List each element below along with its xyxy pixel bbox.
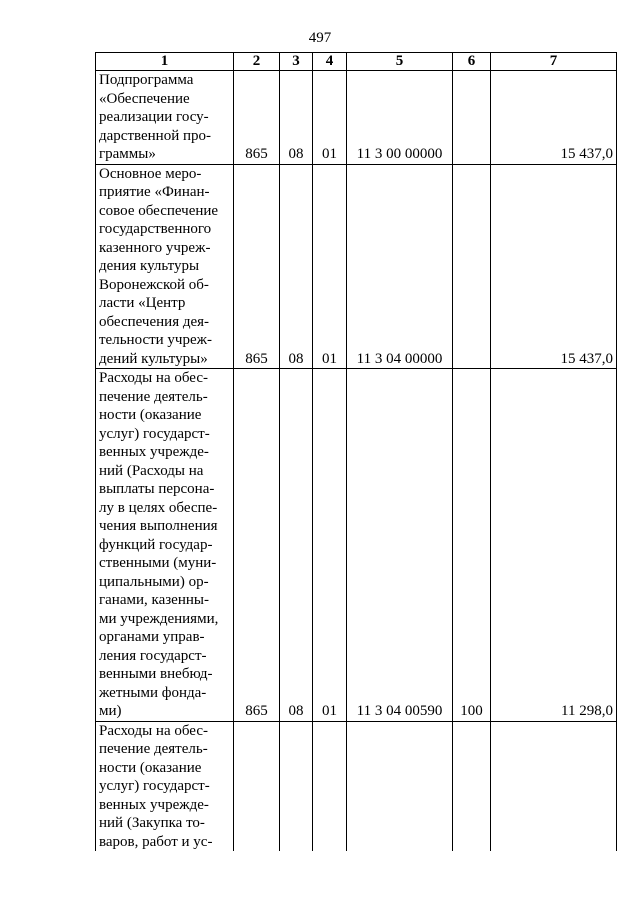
row-pr (313, 721, 347, 851)
row-vr (453, 164, 491, 369)
row-name: Основное меро- приятие «Финан- совое обеспечение государственного казенного учреж- дения культуры Воронежской об- ласти «Центр обеспечения дея- тельности учреж- дений культуры» (96, 164, 234, 369)
row-ved: 865 (234, 71, 280, 165)
row-name: Расходы на обес- печение деятель- ности (оказание услуг) государст- венных учрежде- ний (Закупка то- варов, работ и ус- (96, 721, 234, 851)
row-vr (453, 721, 491, 851)
row-name: Расходы на обес- печение деятель- ности (оказание услуг) государст- венных учрежде- ний (Расходы на выплаты персона- лу в целях обеспе- чения выполнения функций государ- ственными (муни- ципальными) ор- ганами, казенны- ми учреждениями, органами управ- ления государст- венными внебюд- жетными фонда- ми) (96, 369, 234, 722)
row-sum (491, 721, 617, 851)
budget-table (95, 52, 617, 851)
column-header: 2 (234, 53, 280, 71)
row-rz: 08 (280, 369, 313, 722)
column-header: 7 (491, 53, 617, 71)
row-csr (347, 721, 453, 851)
row-pr: 01 (313, 71, 347, 165)
row-ved: 865 (234, 369, 280, 722)
row-rz: 08 (280, 71, 313, 165)
row-sum: 11 298,0 (491, 369, 617, 722)
table-row (96, 164, 617, 369)
row-ved: 865 (234, 164, 280, 369)
row-csr: 11 3 04 00000 (347, 164, 453, 369)
column-header: 1 (96, 53, 234, 71)
row-vr: 100 (453, 369, 491, 722)
row-pr: 01 (313, 369, 347, 722)
row-csr: 11 3 00 00000 (347, 71, 453, 165)
row-csr: 11 3 04 00590 (347, 369, 453, 722)
table-row (96, 369, 617, 722)
table-row (96, 71, 617, 165)
row-sum: 15 437,0 (491, 164, 617, 369)
row-pr: 01 (313, 164, 347, 369)
column-header: 3 (280, 53, 313, 71)
row-sum: 15 437,0 (491, 71, 617, 165)
column-header: 6 (453, 53, 491, 71)
row-vr (453, 71, 491, 165)
row-rz: 08 (280, 164, 313, 369)
page-number: 497 (308, 30, 332, 46)
column-header: 5 (347, 53, 453, 71)
row-ved (234, 721, 280, 851)
column-header: 4 (313, 53, 347, 71)
row-rz (280, 721, 313, 851)
table-row (96, 721, 617, 851)
table-header-row (96, 53, 617, 71)
row-name: Подпрограмма «Обеспечение реализации госу- дарственной про- граммы» (96, 71, 234, 165)
